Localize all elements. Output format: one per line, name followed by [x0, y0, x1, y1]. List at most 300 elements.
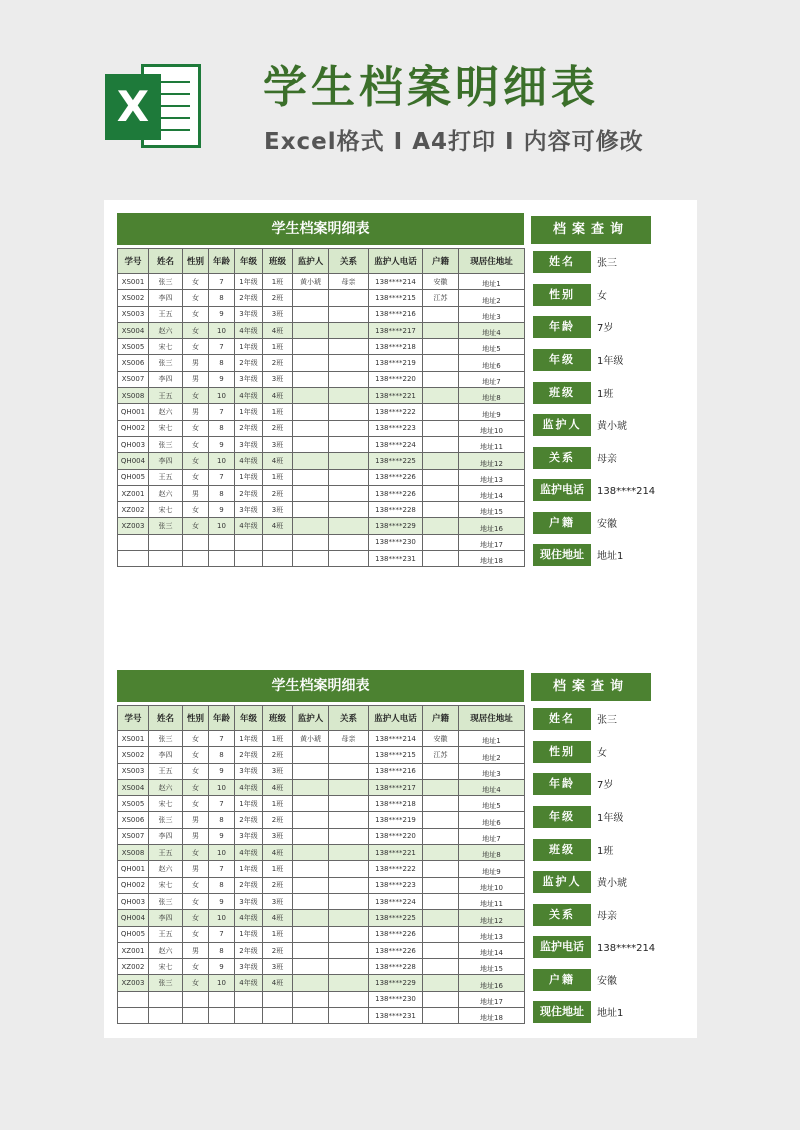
table-cell[interactable]: 138****226	[369, 469, 423, 485]
table-cell[interactable]: 10	[209, 845, 235, 861]
table-cell[interactable]: 3年级	[235, 371, 263, 387]
table-cell[interactable]: 10	[209, 975, 235, 991]
table-cell[interactable]	[293, 518, 329, 534]
table-cell[interactable]: 4年级	[235, 975, 263, 991]
table-cell[interactable]: 2年级	[235, 812, 263, 828]
table-cell[interactable]: 138****215	[369, 747, 423, 763]
table-cell[interactable]	[329, 469, 369, 485]
lookup-value[interactable]: 安徽	[597, 976, 617, 987]
table-cell[interactable]: XS003	[118, 763, 149, 779]
table-cell[interactable]: 9	[209, 502, 235, 518]
table-cell[interactable]	[293, 534, 329, 550]
table-cell[interactable]	[293, 1008, 329, 1024]
lookup-value[interactable]: 7岁	[597, 780, 614, 791]
table-cell[interactable]: 宋七	[149, 502, 183, 518]
table-cell[interactable]: 3班	[263, 893, 293, 909]
table-cell[interactable]	[293, 502, 329, 518]
table-cell[interactable]: 女	[183, 747, 209, 763]
table-cell[interactable]	[329, 420, 369, 436]
table-cell[interactable]: 张三	[149, 731, 183, 747]
table-cell[interactable]	[329, 975, 369, 991]
table-cell[interactable]	[329, 991, 369, 1007]
table-cell[interactable]: 安徽	[423, 274, 459, 290]
table-cell[interactable]: 2班	[263, 747, 293, 763]
table-cell[interactable]: XS001	[118, 274, 149, 290]
table-cell[interactable]: 地址9	[459, 861, 525, 877]
table-cell[interactable]: 138****224	[369, 893, 423, 909]
table-cell[interactable]	[118, 534, 149, 550]
table-cell[interactable]: 地址11	[459, 893, 525, 909]
table-cell[interactable]	[423, 796, 459, 812]
table-cell[interactable]: 138****229	[369, 518, 423, 534]
table-cell[interactable]: 地址5	[459, 796, 525, 812]
table-cell[interactable]: 女	[183, 436, 209, 452]
lookup-value[interactable]: 地址1	[597, 551, 624, 562]
table-cell[interactable]	[423, 453, 459, 469]
table-cell[interactable]: QH001	[118, 861, 149, 877]
table-cell[interactable]: 138****220	[369, 371, 423, 387]
table-cell[interactable]	[423, 1008, 459, 1024]
lookup-value[interactable]: 张三	[597, 715, 617, 726]
table-cell[interactable]: 地址7	[459, 371, 525, 387]
table-cell[interactable]: 宋七	[149, 959, 183, 975]
table-cell[interactable]: 男	[183, 404, 209, 420]
table-cell[interactable]: 1年级	[235, 274, 263, 290]
table-cell[interactable]	[329, 942, 369, 958]
table-cell[interactable]: 1年级	[235, 796, 263, 812]
table-cell[interactable]: 地址5	[459, 339, 525, 355]
table-cell[interactable]: XS002	[118, 747, 149, 763]
table-cell[interactable]: 9	[209, 436, 235, 452]
table-cell[interactable]: 张三	[149, 518, 183, 534]
table-cell[interactable]: 地址3	[459, 763, 525, 779]
table-cell[interactable]	[423, 436, 459, 452]
table-cell[interactable]: 赵六	[149, 322, 183, 338]
table-cell[interactable]: 8	[209, 877, 235, 893]
table-cell[interactable]: 2年级	[235, 485, 263, 501]
table-cell[interactable]	[329, 747, 369, 763]
table-cell[interactable]: 3年级	[235, 502, 263, 518]
table-cell[interactable]: 7	[209, 274, 235, 290]
table-cell[interactable]: 张三	[149, 893, 183, 909]
table-cell[interactable]	[423, 551, 459, 567]
table-cell[interactable]	[329, 306, 369, 322]
lookup-value[interactable]: 地址1	[597, 1008, 624, 1019]
table-cell[interactable]: 10	[209, 453, 235, 469]
table-cell[interactable]	[293, 388, 329, 404]
table-cell[interactable]: 3年级	[235, 306, 263, 322]
table-cell[interactable]: 男	[183, 942, 209, 958]
table-cell[interactable]: 地址13	[459, 469, 525, 485]
table-cell[interactable]: QH004	[118, 453, 149, 469]
table-cell[interactable]: 138****220	[369, 828, 423, 844]
lookup-value[interactable]: 母亲	[597, 911, 617, 922]
table-cell[interactable]: 3年级	[235, 959, 263, 975]
table-cell[interactable]: 9	[209, 763, 235, 779]
table-cell[interactable]	[149, 534, 183, 550]
table-cell[interactable]	[183, 991, 209, 1007]
table-cell[interactable]: 1班	[263, 339, 293, 355]
table-cell[interactable]: 138****218	[369, 339, 423, 355]
table-cell[interactable]: 1班	[263, 404, 293, 420]
table-cell[interactable]	[209, 1008, 235, 1024]
lookup-value[interactable]: 1年级	[597, 356, 624, 367]
table-cell[interactable]: 母亲	[329, 731, 369, 747]
table-cell[interactable]: 7	[209, 469, 235, 485]
table-cell[interactable]: XS008	[118, 845, 149, 861]
table-cell[interactable]	[329, 812, 369, 828]
lookup-value[interactable]: 138****214	[597, 943, 656, 954]
table-cell[interactable]: 女	[183, 388, 209, 404]
table-cell[interactable]: XZ003	[118, 975, 149, 991]
table-cell[interactable]	[293, 796, 329, 812]
table-cell[interactable]	[209, 534, 235, 550]
table-cell[interactable]: 4班	[263, 453, 293, 469]
table-cell[interactable]	[423, 975, 459, 991]
table-cell[interactable]	[423, 485, 459, 501]
table-cell[interactable]	[329, 861, 369, 877]
table-cell[interactable]	[235, 551, 263, 567]
table-cell[interactable]	[263, 1008, 293, 1024]
table-cell[interactable]	[118, 991, 149, 1007]
table-cell[interactable]: 地址15	[459, 959, 525, 975]
table-cell[interactable]: 李四	[149, 453, 183, 469]
table-cell[interactable]: 3班	[263, 371, 293, 387]
table-cell[interactable]: XZ003	[118, 518, 149, 534]
table-cell[interactable]: 地址12	[459, 910, 525, 926]
table-cell[interactable]: 地址14	[459, 485, 525, 501]
table-cell[interactable]	[293, 355, 329, 371]
table-cell[interactable]: 地址16	[459, 975, 525, 991]
table-cell[interactable]	[423, 942, 459, 958]
table-cell[interactable]: 地址6	[459, 355, 525, 371]
table-cell[interactable]: 3班	[263, 763, 293, 779]
table-cell[interactable]: QH002	[118, 877, 149, 893]
table-cell[interactable]: 宋七	[149, 420, 183, 436]
table-cell[interactable]: 赵六	[149, 404, 183, 420]
table-cell[interactable]	[183, 1008, 209, 1024]
table-cell[interactable]: XS006	[118, 355, 149, 371]
table-cell[interactable]: 4年级	[235, 453, 263, 469]
table-cell[interactable]: QH003	[118, 436, 149, 452]
table-cell[interactable]: 138****222	[369, 861, 423, 877]
table-cell[interactable]	[209, 991, 235, 1007]
table-cell[interactable]: 2班	[263, 355, 293, 371]
table-cell[interactable]: 4年级	[235, 845, 263, 861]
table-cell[interactable]	[423, 322, 459, 338]
table-cell[interactable]: 2班	[263, 485, 293, 501]
table-cell[interactable]: 4班	[263, 845, 293, 861]
table-cell[interactable]: 1班	[263, 926, 293, 942]
table-cell[interactable]: 男	[183, 828, 209, 844]
table-cell[interactable]	[235, 1008, 263, 1024]
table-cell[interactable]: 4班	[263, 518, 293, 534]
lookup-value[interactable]: 女	[597, 748, 607, 759]
table-cell[interactable]: 地址1	[459, 731, 525, 747]
table-cell[interactable]: 7	[209, 861, 235, 877]
table-cell[interactable]: 地址7	[459, 828, 525, 844]
table-cell[interactable]	[329, 485, 369, 501]
table-cell[interactable]: XS004	[118, 779, 149, 795]
table-cell[interactable]: 王五	[149, 763, 183, 779]
table-cell[interactable]: 地址9	[459, 404, 525, 420]
table-cell[interactable]	[293, 485, 329, 501]
table-cell[interactable]	[293, 290, 329, 306]
table-cell[interactable]: XS003	[118, 306, 149, 322]
table-cell[interactable]: 地址1	[459, 274, 525, 290]
table-cell[interactable]: 138****222	[369, 404, 423, 420]
table-cell[interactable]: 138****231	[369, 1008, 423, 1024]
table-cell[interactable]: 母亲	[329, 274, 369, 290]
table-cell[interactable]: 138****219	[369, 355, 423, 371]
table-cell[interactable]: 3班	[263, 502, 293, 518]
table-cell[interactable]: 女	[183, 731, 209, 747]
table-cell[interactable]: XS007	[118, 828, 149, 844]
table-cell[interactable]: 地址18	[459, 551, 525, 567]
table-cell[interactable]: 地址16	[459, 518, 525, 534]
table-cell[interactable]	[235, 534, 263, 550]
table-cell[interactable]	[183, 534, 209, 550]
table-cell[interactable]: 张三	[149, 274, 183, 290]
table-cell[interactable]	[263, 534, 293, 550]
table-cell[interactable]: 女	[183, 502, 209, 518]
table-cell[interactable]: 王五	[149, 388, 183, 404]
table-cell[interactable]: 李四	[149, 747, 183, 763]
table-cell[interactable]	[329, 388, 369, 404]
table-cell[interactable]	[423, 306, 459, 322]
table-cell[interactable]	[423, 877, 459, 893]
table-cell[interactable]	[293, 420, 329, 436]
table-cell[interactable]: 李四	[149, 910, 183, 926]
table-cell[interactable]	[293, 436, 329, 452]
table-cell[interactable]	[293, 877, 329, 893]
table-cell[interactable]: 138****230	[369, 991, 423, 1007]
table-cell[interactable]: 女	[183, 910, 209, 926]
table-cell[interactable]: XS005	[118, 796, 149, 812]
table-cell[interactable]: 男	[183, 812, 209, 828]
table-cell[interactable]: 7	[209, 731, 235, 747]
table-cell[interactable]: 9	[209, 306, 235, 322]
table-cell[interactable]: 黄小琥	[293, 731, 329, 747]
table-cell[interactable]: 4年级	[235, 518, 263, 534]
table-cell[interactable]: 1班	[263, 274, 293, 290]
lookup-value[interactable]: 安徽	[597, 519, 617, 530]
lookup-value[interactable]: 7岁	[597, 323, 614, 334]
table-cell[interactable]: 138****231	[369, 551, 423, 567]
table-cell[interactable]: 1年级	[235, 731, 263, 747]
table-cell[interactable]	[423, 469, 459, 485]
table-cell[interactable]: 138****221	[369, 845, 423, 861]
table-cell[interactable]: QH005	[118, 926, 149, 942]
table-cell[interactable]: 女	[183, 306, 209, 322]
lookup-value[interactable]: 1年级	[597, 813, 624, 824]
table-cell[interactable]	[293, 991, 329, 1007]
table-cell[interactable]: 女	[183, 339, 209, 355]
table-cell[interactable]: 1年级	[235, 404, 263, 420]
table-cell[interactable]	[329, 763, 369, 779]
table-cell[interactable]	[329, 404, 369, 420]
table-cell[interactable]: 4班	[263, 975, 293, 991]
table-cell[interactable]	[423, 534, 459, 550]
table-cell[interactable]: 1年级	[235, 469, 263, 485]
table-cell[interactable]	[183, 551, 209, 567]
table-cell[interactable]: 女	[183, 453, 209, 469]
table-cell[interactable]: 3年级	[235, 763, 263, 779]
table-cell[interactable]: 地址14	[459, 942, 525, 958]
table-cell[interactable]: 10	[209, 910, 235, 926]
table-cell[interactable]	[423, 959, 459, 975]
table-cell[interactable]	[329, 339, 369, 355]
table-cell[interactable]: 1班	[263, 469, 293, 485]
table-cell[interactable]: 2年级	[235, 290, 263, 306]
table-cell[interactable]: 138****226	[369, 485, 423, 501]
table-cell[interactable]: 地址2	[459, 747, 525, 763]
table-cell[interactable]	[293, 747, 329, 763]
table-cell[interactable]: 赵六	[149, 861, 183, 877]
table-cell[interactable]: XZ002	[118, 502, 149, 518]
table-cell[interactable]: 1年级	[235, 861, 263, 877]
table-cell[interactable]: 黄小琥	[293, 274, 329, 290]
table-cell[interactable]: QH004	[118, 910, 149, 926]
table-cell[interactable]: 女	[183, 975, 209, 991]
table-cell[interactable]: 男	[183, 371, 209, 387]
table-cell[interactable]: 王五	[149, 306, 183, 322]
table-cell[interactable]	[329, 959, 369, 975]
table-cell[interactable]: 张三	[149, 812, 183, 828]
table-cell[interactable]: 李四	[149, 371, 183, 387]
table-cell[interactable]	[293, 469, 329, 485]
table-cell[interactable]: 张三	[149, 975, 183, 991]
table-cell[interactable]: 4班	[263, 910, 293, 926]
table-cell[interactable]: 4年级	[235, 779, 263, 795]
table-cell[interactable]: QH003	[118, 893, 149, 909]
table-cell[interactable]: 7	[209, 926, 235, 942]
table-cell[interactable]: 138****217	[369, 779, 423, 795]
table-cell[interactable]: 3班	[263, 306, 293, 322]
table-cell[interactable]: QH002	[118, 420, 149, 436]
table-cell[interactable]: 地址15	[459, 502, 525, 518]
table-cell[interactable]: 138****230	[369, 534, 423, 550]
table-cell[interactable]: 3班	[263, 436, 293, 452]
table-cell[interactable]: 138****226	[369, 942, 423, 958]
table-cell[interactable]: 8	[209, 747, 235, 763]
table-cell[interactable]: 138****228	[369, 502, 423, 518]
table-cell[interactable]: 2年级	[235, 877, 263, 893]
lookup-value[interactable]: 张三	[597, 258, 617, 269]
lookup-value[interactable]: 黄小琥	[597, 421, 627, 432]
table-cell[interactable]: 地址4	[459, 779, 525, 795]
table-cell[interactable]: 地址17	[459, 991, 525, 1007]
table-cell[interactable]: 女	[183, 877, 209, 893]
table-cell[interactable]	[293, 959, 329, 975]
table-cell[interactable]: 138****216	[369, 306, 423, 322]
table-cell[interactable]: 4年级	[235, 322, 263, 338]
table-cell[interactable]: 138****219	[369, 812, 423, 828]
table-cell[interactable]: 10	[209, 322, 235, 338]
table-cell[interactable]: 138****229	[369, 975, 423, 991]
table-cell[interactable]: 1班	[263, 731, 293, 747]
table-cell[interactable]	[423, 339, 459, 355]
table-cell[interactable]	[118, 1008, 149, 1024]
lookup-value[interactable]: 黄小琥	[597, 878, 627, 889]
table-cell[interactable]: 宋七	[149, 339, 183, 355]
table-cell[interactable]: 3年级	[235, 893, 263, 909]
table-cell[interactable]	[293, 861, 329, 877]
table-cell[interactable]: 女	[183, 274, 209, 290]
table-cell[interactable]: 2班	[263, 290, 293, 306]
table-cell[interactable]: 10	[209, 518, 235, 534]
table-cell[interactable]: 地址8	[459, 388, 525, 404]
table-cell[interactable]: 138****216	[369, 763, 423, 779]
table-cell[interactable]	[423, 371, 459, 387]
table-cell[interactable]	[329, 828, 369, 844]
table-cell[interactable]	[235, 991, 263, 1007]
table-cell[interactable]	[423, 910, 459, 926]
table-cell[interactable]: 宋七	[149, 877, 183, 893]
table-cell[interactable]: 1年级	[235, 339, 263, 355]
table-cell[interactable]	[293, 893, 329, 909]
table-cell[interactable]	[293, 322, 329, 338]
table-cell[interactable]: 地址10	[459, 877, 525, 893]
table-cell[interactable]: 4班	[263, 779, 293, 795]
table-cell[interactable]	[293, 453, 329, 469]
table-cell[interactable]: 138****226	[369, 926, 423, 942]
table-cell[interactable]: XS001	[118, 731, 149, 747]
table-cell[interactable]: 2年级	[235, 355, 263, 371]
table-cell[interactable]: 地址17	[459, 534, 525, 550]
table-cell[interactable]: QH005	[118, 469, 149, 485]
table-cell[interactable]: 地址8	[459, 845, 525, 861]
table-cell[interactable]	[329, 551, 369, 567]
table-cell[interactable]: 地址6	[459, 812, 525, 828]
table-cell[interactable]: 138****225	[369, 910, 423, 926]
table-cell[interactable]	[329, 518, 369, 534]
table-cell[interactable]: 女	[183, 420, 209, 436]
table-cell[interactable]: 7	[209, 796, 235, 812]
table-cell[interactable]: 江苏	[423, 747, 459, 763]
table-cell[interactable]: 9	[209, 959, 235, 975]
table-cell[interactable]: 王五	[149, 926, 183, 942]
table-cell[interactable]	[423, 926, 459, 942]
table-cell[interactable]	[329, 355, 369, 371]
table-cell[interactable]: 女	[183, 469, 209, 485]
table-cell[interactable]: 女	[183, 518, 209, 534]
table-cell[interactable]	[293, 404, 329, 420]
table-cell[interactable]	[329, 893, 369, 909]
table-cell[interactable]: 张三	[149, 355, 183, 371]
table-cell[interactable]	[293, 910, 329, 926]
table-cell[interactable]: 138****214	[369, 274, 423, 290]
table-cell[interactable]	[329, 453, 369, 469]
table-cell[interactable]	[293, 828, 329, 844]
table-cell[interactable]: 李四	[149, 828, 183, 844]
table-cell[interactable]: 女	[183, 763, 209, 779]
table-cell[interactable]: 宋七	[149, 796, 183, 812]
table-cell[interactable]: 4年级	[235, 388, 263, 404]
table-cell[interactable]: 2班	[263, 812, 293, 828]
table-cell[interactable]: 赵六	[149, 942, 183, 958]
table-cell[interactable]: 3年级	[235, 436, 263, 452]
table-cell[interactable]: 地址12	[459, 453, 525, 469]
lookup-value[interactable]: 138****214	[597, 486, 656, 497]
table-cell[interactable]	[329, 371, 369, 387]
table-cell[interactable]: 2年级	[235, 420, 263, 436]
table-cell[interactable]: 赵六	[149, 779, 183, 795]
table-cell[interactable]: 2班	[263, 877, 293, 893]
table-cell[interactable]: 9	[209, 371, 235, 387]
table-cell[interactable]	[329, 910, 369, 926]
table-cell[interactable]: 女	[183, 796, 209, 812]
